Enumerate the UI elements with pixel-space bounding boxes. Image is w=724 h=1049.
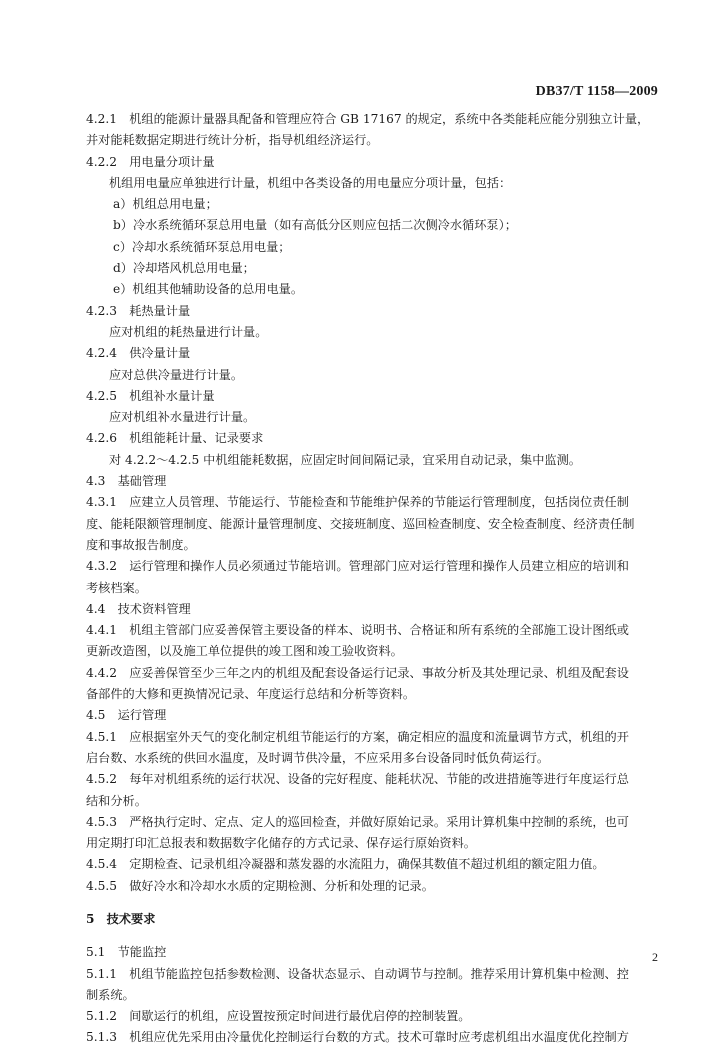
paragraph-line: 应对总供冷量进行计量。 [109,367,244,382]
paragraph-line: 应对机组的耗热量进行计量。 [109,324,268,339]
paragraph-line: 度、能耗限额管理制度、能源计量管理制度、交接班制度、巡回检查制度、安全检查制度、经济责任制 [86,516,635,531]
list-item: c）冷却水系统循环泵总用电量； [113,239,291,254]
paragraph-line: 结和分析。 [86,793,147,808]
section-4-4-heading: 4.4 技术资料管理 [86,601,191,616]
clause-4-5-2: 4.5.2 每年对机组系统的运行状况、设备的完好程度、能耗状况、节能的改进措施等进行年度运行总 [86,772,629,787]
paragraph-line: 对 4.2.2～4.2.5 中机组能耗数据，应固定时间间隔记录，宜采用自动记录，集中监测。 [109,452,581,467]
clause-4-2-2-heading: 4.2.2 用电量分项计量 [86,154,215,169]
paragraph-line: 制系统。 [86,987,135,1002]
clause-4-5-4: 4.5.4 定期检查、记录机组冷凝器和蒸发器的水流阻力，确保其数值不超过机组的额定阻力值。 [86,857,605,872]
paragraph-line: 应对机组补水量进行计量。 [109,410,256,425]
list-item: a）机组总用电量； [113,197,218,212]
paragraph-line: 并对能耗数据定期进行统计分析，指导机组经济运行。 [86,133,379,148]
clause-4-2-1: 4.2.1 机组的能源计量器具配备和管理应符合 GB 17167 的规定，系统中各类能耗应能分别独立计量， [86,112,650,126]
clause-4-4-2: 4.4.2 应妥善保管至少三年之内的机组及配套设备运行记录、事故分析及其处理记录、机组及配套设 [86,665,629,680]
clause-4-2-3-heading: 4.2.3 耗热量计量 [86,303,191,318]
paragraph-line: 更新改造图，以及施工单位提供的竣工图和竣工验收资料。 [86,644,403,659]
paragraph-line: 启台数、水系统的供回水温度，及时调节供冷量，不应采用多台设备同时低负荷运行。 [86,750,550,765]
list-item: e）机组其他辅助设备的总用电量。 [113,282,304,297]
clause-5-1-2: 5.1.2 间歇运行的机组，应设置按预定时间进行最优启停的控制装置。 [86,1009,471,1024]
clause-4-5-3: 4.5.3 严格执行定时、定点、定人的巡回检查，并做好原始记录。采用计算机集中控制的系统，也可 [86,814,629,829]
document-code: DB37/T 1158—2009 [535,84,658,99]
clause-4-2-5-heading: 4.2.5 机组补水量计量 [86,388,215,403]
section-4-5-heading: 4.5 运行管理 [86,708,167,723]
section-gap [86,897,658,909]
chapter-5-heading: 5 技术要求 [86,911,156,926]
document-body [86,109,658,1049]
clause-4-3-1: 4.3.1 应建立人员管理、节能运行、节能检查和节能维护保养的节能运行管理制度，包括岗位责任制 [86,495,629,510]
section-gap [86,930,658,942]
paragraph-line: 度和事故报告制度。 [86,537,196,552]
clause-4-5-1: 4.5.1 应根据室外天气的变化制定机组节能运行的方案，确定相应的温度和流量调节方式，机组的开 [86,729,629,744]
clause-4-2-6-heading: 4.2.6 机组能耗计量、记录要求 [86,431,264,446]
clause-5-1-1: 5.1.1 机组节能监控包括参数检测、设备状态显示、自动调节与控制。推荐采用计算机集中检测、控 [86,966,629,981]
clause-4-5-5: 4.5.5 做好冷水和冷却水水质的定期检测、分析和处理的记录。 [86,878,434,893]
clause-5-1-3: 5.1.3 机组应优先采用由冷量优化控制运行台数的方式。技术可靠时应考虑机组出水温度优化控制方 [86,1030,629,1045]
section-4-3-heading: 4.3 基础管理 [86,474,167,489]
paragraph-line: 备部件的大修和更换情况记录、年度运行总结和分析等资料。 [86,687,416,702]
list-item: d）冷却塔风机总用电量； [113,261,255,276]
clause-4-3-2: 4.3.2 运行管理和操作人员必须通过节能培训。管理部门应对运行管理和操作人员建立相应的培训和 [86,559,629,574]
clause-4-4-1: 4.4.1 机组主管部门应妥善保管主要设备的样本、说明书、合格证和所有系统的全部施工设计图纸或 [86,623,629,638]
section-5-1-heading: 5.1 节能监控 [86,945,167,960]
list-item: b）冷水系统循环泵总用电量（如有高低分区则应包括二次侧冷水循环泵）； [113,218,517,233]
paragraph-line: 机组用电量应单独进行计量，机组中各类设备的用电量应分项计量，包括： [109,175,512,190]
page-number: 2 [652,950,658,964]
paragraph-line: 考核档案。 [86,580,147,595]
paragraph-line: 用定期打印汇总报表和数据数字化储存的方式记录、保存运行原始资料。 [86,836,476,851]
clause-4-2-4-heading: 4.2.4 供冷量计量 [86,346,191,361]
